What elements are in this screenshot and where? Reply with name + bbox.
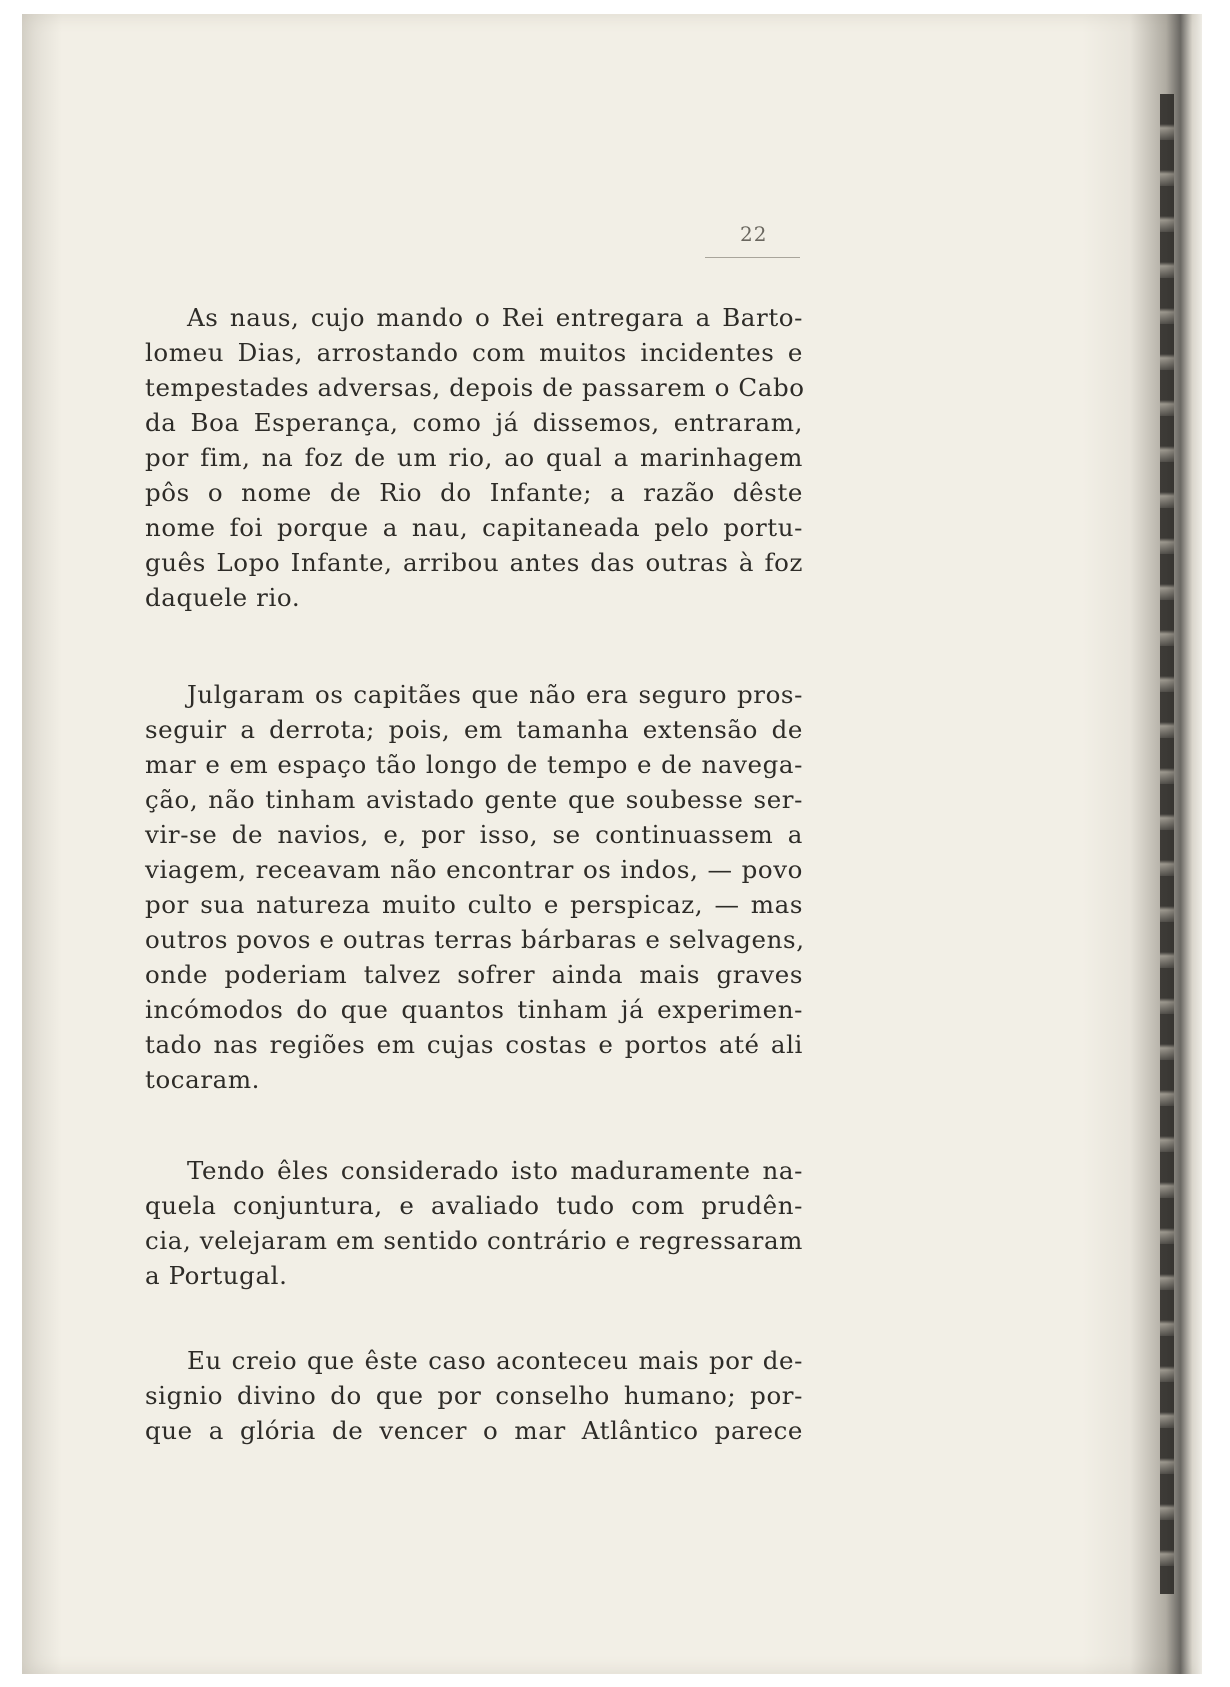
scan-binding-shadow	[1082, 14, 1202, 1674]
text-line: da Boa Esperança, como já dissemos, entraram,	[145, 408, 803, 437]
text-line: seguir a derrota; pois, em tamanha extensão de	[145, 715, 803, 744]
paragraph-1	[145, 300, 803, 615]
text-line: onde poderiam talvez sofrer ainda mais graves	[145, 960, 803, 989]
text-line: Tendo êles considerado isto maduramente na-	[187, 1156, 803, 1185]
text-line: lomeu Dias, arrostando com muitos incidentes e	[145, 338, 803, 367]
text-line: por sua natureza muito culto e perspicaz, — mas	[145, 890, 803, 919]
page-number: 22	[740, 222, 768, 246]
text-line: Julgaram os capitães que não era seguro pros-	[187, 680, 803, 709]
page-number-rule	[705, 257, 800, 258]
text-line: tado nas regiões em cujas costas e portos até ali	[145, 1030, 803, 1059]
text-line: cia, velejaram em sentido contrário e regressaram	[145, 1226, 803, 1255]
text-line: As naus, cujo mando o Rei entregara a Barto-	[187, 303, 803, 332]
text-line: pôs o nome de Rio do Infante; a razão dêste	[145, 478, 803, 507]
paragraph-2	[145, 677, 803, 1097]
text-line: quela conjuntura, e avaliado tudo com prudên-	[145, 1191, 803, 1220]
text-line: mar e em espaço tão longo de tempo e de navega-	[145, 750, 803, 779]
text-line: daquele rio.	[145, 583, 301, 612]
text-line: Eu creio que êste caso aconteceu mais por de-	[187, 1346, 803, 1375]
text-line: nome foi porque a nau, capitaneada pelo portu-	[145, 513, 803, 542]
text-line: tempestades adversas, depois de passarem o Cabo	[145, 373, 805, 402]
text-line: incómodos do que quantos tinham já experimen-	[145, 995, 803, 1024]
scan-left-edge	[22, 14, 62, 1674]
text-line: signio divino do que por conselho humano; por-	[145, 1381, 803, 1410]
text-line: outros povos e outras terras bárbaras e selvagens,	[145, 925, 805, 954]
text-line: que a glória de vencer o mar Atlântico parece	[145, 1416, 803, 1445]
text-line: tocaram.	[145, 1065, 261, 1094]
paragraph-4	[145, 1343, 803, 1448]
paragraph-3	[145, 1153, 803, 1293]
text-line: ção, não tinham avistado gente que soubesse ser-	[145, 785, 803, 814]
text-line: vir-se de navios, e, por isso, se continuassem a	[145, 820, 803, 849]
text-line: guês Lopo Infante, arribou antes das outras à foz	[145, 548, 803, 577]
text-line: viagem, receavam não encontrar os indos, — povo	[145, 855, 803, 884]
text-line: por fim, na foz de um rio, ao qual a marinhagem	[145, 443, 803, 472]
text-line: a Portugal.	[145, 1261, 288, 1290]
